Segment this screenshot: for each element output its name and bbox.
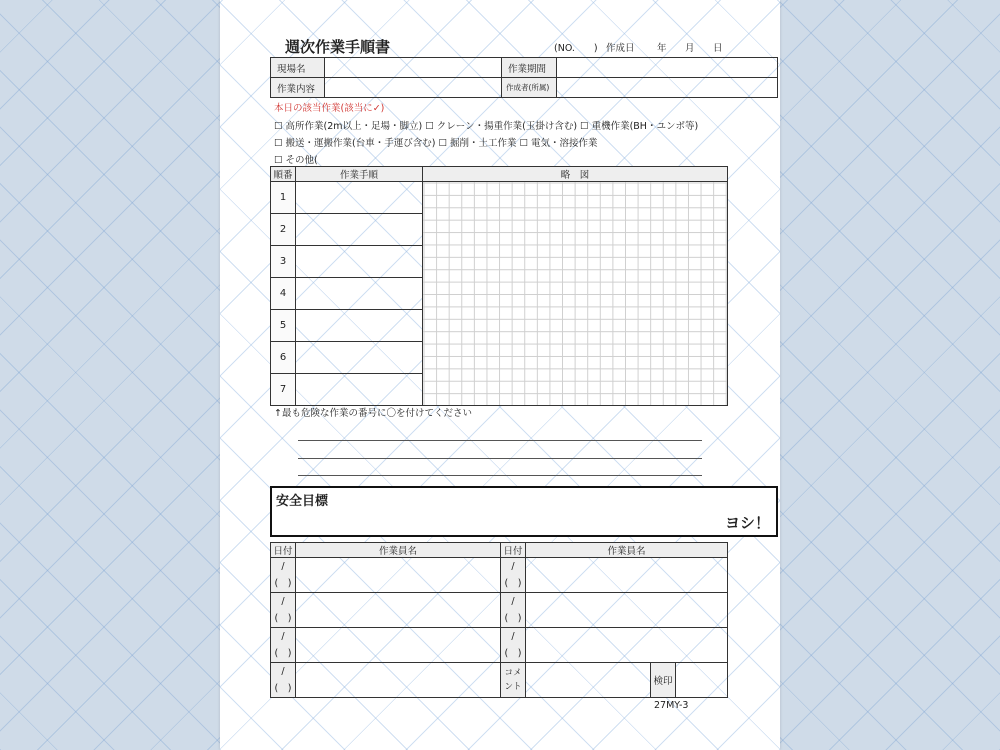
sketch-grid[interactable]	[423, 182, 728, 406]
step-number: 6	[271, 342, 296, 374]
date-weekday: ( )	[274, 613, 292, 624]
author-label: 作成者(所属)	[502, 78, 557, 98]
site-field[interactable]	[325, 58, 502, 78]
doc-number-label: (NO. )	[554, 43, 598, 54]
worker-name-field[interactable]	[526, 593, 728, 628]
inspection-stamp-label: 検印	[651, 663, 676, 698]
date-header: 日付	[271, 543, 296, 558]
note-line[interactable]	[298, 475, 702, 476]
date-slash: /	[281, 666, 285, 677]
worker-name-field[interactable]	[526, 558, 728, 593]
date-weekday: ( )	[274, 578, 292, 589]
date-weekday: ( )	[504, 578, 522, 589]
category-row-other[interactable]: ☐ その他(	[274, 155, 318, 166]
step-procedure-field[interactable]	[296, 310, 423, 342]
step-procedure-field[interactable]	[296, 214, 423, 246]
worker-name-field[interactable]	[296, 628, 501, 663]
category-row-1[interactable]: ☐ 高所作業(2m以上・足場・脚立) ☐ クレーン・揚重作業(玉掛け含む) ☐ 重機作業(BH・ユンボ等)	[274, 121, 699, 132]
date-cell[interactable]	[271, 593, 296, 628]
date-weekday: ( )	[504, 648, 522, 659]
created-date-label: 作成日	[606, 43, 635, 54]
col-procedure: 作業手順	[296, 167, 423, 182]
crew-table	[270, 542, 728, 698]
date-slash: /	[511, 631, 515, 642]
comment-label: コメ ント	[501, 663, 526, 698]
info-table	[270, 57, 778, 98]
date-cell[interactable]	[501, 558, 526, 593]
worker-name-field[interactable]	[296, 593, 501, 628]
step-number: 5	[271, 310, 296, 342]
step-number: 4	[271, 278, 296, 310]
comment-field[interactable]	[526, 663, 651, 698]
step-number: 2	[271, 214, 296, 246]
date-cell[interactable]	[501, 593, 526, 628]
date-cell[interactable]	[501, 628, 526, 663]
date-cell[interactable]	[271, 663, 296, 698]
safety-goal-box[interactable]	[270, 486, 778, 537]
date-header: 日付	[501, 543, 526, 558]
step-number: 7	[271, 374, 296, 406]
step-procedure-field[interactable]	[296, 246, 423, 278]
step-procedure-field[interactable]	[296, 342, 423, 374]
date-slash: /	[281, 561, 285, 572]
steps-table	[270, 166, 728, 406]
document-title: 週次作業手順書	[285, 38, 391, 56]
period-label: 作業期間	[502, 58, 557, 78]
applicable-heading: 本日の該当作業(該当に✓)	[274, 103, 385, 114]
col-sketch: 略 図	[423, 167, 728, 182]
date-slash: /	[281, 631, 285, 642]
site-label: 現場名	[271, 58, 325, 78]
form-code: 27MY-3	[654, 700, 689, 711]
date-weekday: ( )	[504, 613, 522, 624]
worker-name-field[interactable]	[296, 558, 501, 593]
date-weekday: ( )	[274, 683, 292, 694]
author-field[interactable]	[557, 78, 778, 98]
content-label: 作業内容	[271, 78, 325, 98]
month-label: 月	[685, 43, 695, 54]
worker-name-header: 作業員名	[526, 543, 728, 558]
day-label: 日	[713, 43, 723, 54]
date-slash: /	[511, 596, 515, 607]
step-procedure-field[interactable]	[296, 278, 423, 310]
worker-name-header: 作業員名	[296, 543, 501, 558]
category-row-2[interactable]: ☐ 搬送・運搬作業(台車・手運び含む) ☐ 掘削・土工作業 ☐ 電気・溶接作業	[274, 138, 598, 149]
note-line[interactable]	[298, 440, 702, 441]
date-slash: /	[281, 596, 285, 607]
document-page	[220, 0, 780, 750]
step-number: 3	[271, 246, 296, 278]
year-label: 年	[657, 43, 667, 54]
step-number: 1	[271, 182, 296, 214]
content-field[interactable]	[325, 78, 502, 98]
worker-name-field[interactable]	[296, 663, 501, 698]
col-order: 順番	[271, 167, 296, 182]
yoshi-label: ヨシ！	[724, 514, 770, 532]
worker-name-field[interactable]	[526, 628, 728, 663]
step-procedure-field[interactable]	[296, 182, 423, 214]
date-cell[interactable]	[271, 558, 296, 593]
date-slash: /	[511, 561, 515, 572]
period-field[interactable]	[557, 58, 778, 78]
danger-note: ↑最も危険な作業の番号に〇を付けてください	[274, 408, 472, 419]
date-cell[interactable]	[271, 628, 296, 663]
date-weekday: ( )	[274, 648, 292, 659]
step-procedure-field[interactable]	[296, 374, 423, 406]
inspection-stamp-field[interactable]	[676, 663, 728, 698]
note-line[interactable]	[298, 458, 702, 459]
safety-goal-label: 安全目標	[276, 494, 329, 509]
